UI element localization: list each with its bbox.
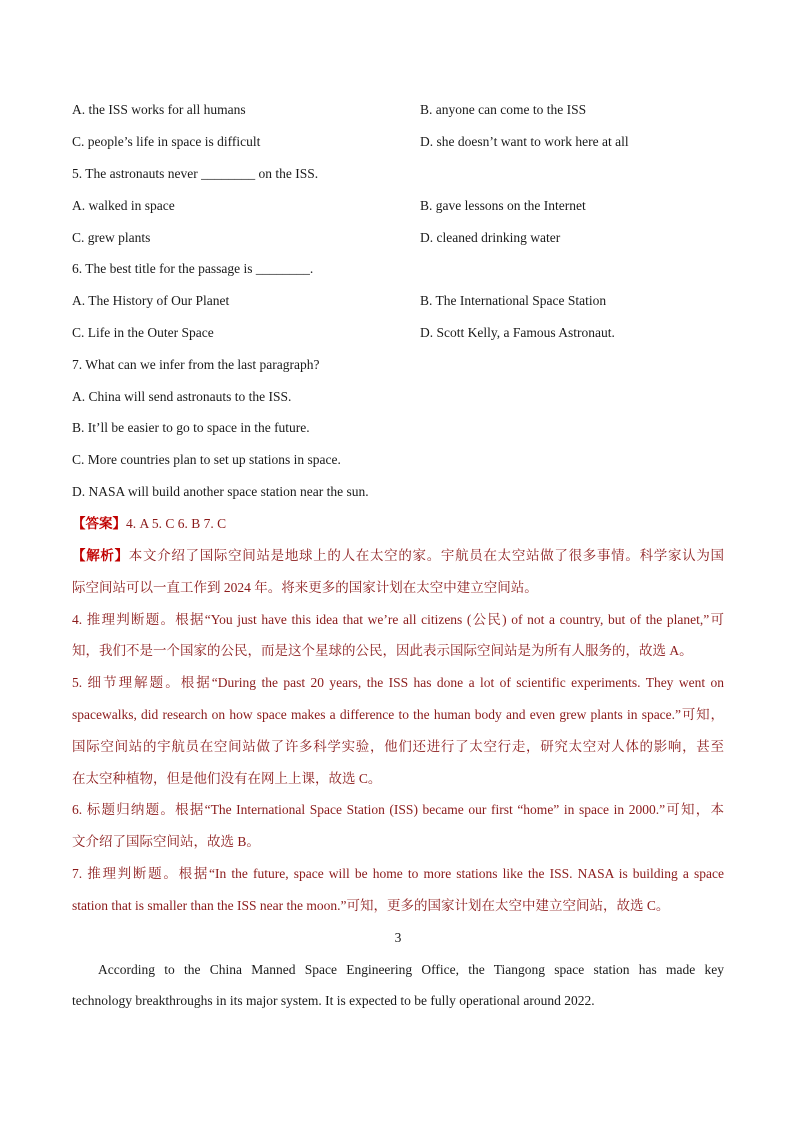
q7-stem: 7. What can we infer from the last paragraph? [72,357,320,372]
explanation-5-line-1: 5. 细节理解题。根据“During the past 20 years, the ISS has done a lot of scientific experiments. They went on [72,675,724,690]
answer-line [72,514,724,534]
analysis-intro-line-1 [72,546,724,566]
q6-option-d: D. Scott Kelly, a Famous Astronaut. [420,325,615,340]
q6-stem: 6. The best title for the passage is ________. [72,261,314,276]
q6-option-b: B. The International Space Station [420,293,607,308]
q4-option-b: B. anyone can come to the ISS [420,102,587,117]
explanation-7-line-1: 7. 推理判断题。根据“In the future, space will be home to more stations like the ISS. NASA is building a space [72,866,724,881]
q7-option-d: D. NASA will build another space station near the sun. [72,484,369,499]
passage-line-2: technology breakthroughs in its major system. It is expected to be fully operational around 2022. [72,993,595,1008]
q5-option-b: B. gave lessons on the Internet [420,198,586,213]
section-number: 3 [394,930,402,945]
explanation-5-line-2: spacewalks, did research on how space makes a difference to the human body and even grew plants in space.”可知， [72,707,724,722]
explanation-4-line-1: 4. 推理判断题。根据“You just have this idea that we’re all citizens (公民) of not a country, but of the planet,”可 [72,612,724,627]
passage-line-1: According to the China Manned Space Engineering Office, the Tiangong space station has made key [98,962,724,977]
q5-option-c: C. grew plants [72,230,151,245]
explanation-5-line-3: 国际空间站的宇航员在空间站做了许多科学实验，他们还进行了太空行走，研究太空对人体的影响，甚至 [72,739,724,754]
q4-option-d: D. she doesn’t want to work here at all [420,134,629,149]
explanation-4-line-2: 知，我们不是一个国家的公民，而是这个星球的公民，因此表示国际空间站是为所有人服务的，故选 A。 [72,643,693,658]
q4-options-row-2 [72,132,724,152]
q4-option-c: C. people’s life in space is difficult [72,134,261,149]
q5-stem: 5. The astronauts never ________ on the ISS. [72,166,319,181]
q5-option-d: D. cleaned drinking water [420,230,561,245]
explanation-5-line-4: 在太空种植物，但是他们没有在网上上课，故选 C。 [72,771,382,786]
q6-option-a: A. The History of Our Planet [72,293,230,308]
explanation-7-line-2: station that is smaller than the ISS near the moon.”可知，更多的国家计划在太空中建立空间站，故选 C。 [72,898,670,913]
explanation-6-line-2: 文介绍了国际空间站，故选 B。 [72,834,260,849]
q7-option-a: A. China will send astronauts to the ISS. [72,389,292,404]
analysis-tag: 【解析】 [72,548,129,563]
q5-options-row-2 [72,228,724,248]
q5-option-a: A. walked in space [72,198,175,213]
answer-text: 4. A 5. C 6. B 7. C [126,516,227,531]
q6-option-c: C. Life in the Outer Space [72,325,214,340]
q4-option-a: A. the ISS works for all humans [72,102,246,117]
q7-option-c: C. More countries plan to set up stations in space. [72,452,341,467]
q6-options-row-2 [72,323,724,343]
answer-tag: 【答案】 [72,516,126,531]
q7-option-b: B. It’ll be easier to go to space in the future. [72,420,310,435]
q4-options-row-1 [72,100,724,120]
q6-options-row-1 [72,291,724,311]
explanation-6-line-1: 6. 标题归纳题。根据“The International Space Station (ISS) became our first “home” in space in 2000.”可知，本 [72,802,724,817]
analysis-intro-text-1: 本文介绍了国际空间站是地球上的人在太空的家。宇航员在太空站做了很多事情。科学家认为国 [128,548,725,563]
q5-options-row-1 [72,196,724,216]
analysis-intro-line-2: 际空间站可以一直工作到 2024 年。将来更多的国家计划在太空中建立空间站。 [72,580,538,595]
